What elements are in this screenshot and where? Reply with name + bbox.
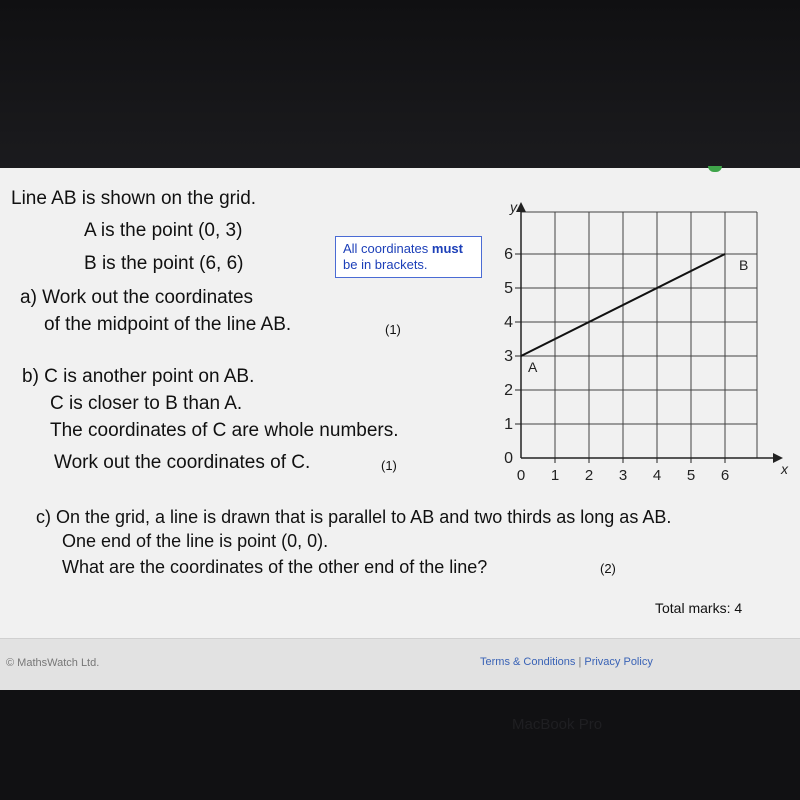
page-footer	[0, 638, 800, 691]
y-tick-label: 0	[504, 450, 513, 467]
total-marks: Total marks: 4	[655, 600, 743, 616]
y-tick-label: 6	[504, 246, 513, 263]
part-b-line2: C is closer to B than A.	[50, 393, 243, 414]
terms-link[interactable]: Terms & Conditions	[480, 656, 576, 668]
part-a-line1: a) Work out the coordinates	[20, 287, 254, 308]
point-a-text: A is the point (0, 3)	[84, 220, 243, 241]
point-b-label: B	[739, 257, 749, 273]
privacy-link[interactable]: Privacy Policy	[584, 656, 653, 668]
note-bold: must	[431, 241, 463, 256]
x-tick-label: 5	[686, 467, 696, 484]
y-tick-label: 5	[504, 280, 513, 297]
y-tick-label: 4	[504, 314, 513, 331]
part-b-line3: The coordinates of C are whole numbers.	[50, 420, 399, 441]
y-tick-label: 1	[504, 416, 513, 433]
part-b-line4: Work out the coordinates of C.	[54, 452, 311, 473]
x-tick-label: 1	[550, 467, 560, 484]
x-tick-label: 4	[652, 467, 662, 484]
x-tick-label: 0	[516, 467, 526, 484]
y-tick-label: 2	[504, 382, 513, 399]
part-b-marks: (1)	[381, 458, 397, 473]
x-axis-label: x	[781, 461, 788, 477]
copyright-text: © MathsWatch Ltd.	[6, 657, 100, 669]
note-prefix: All coordinates	[343, 241, 429, 256]
device-brand-label: MacBook Pro	[512, 716, 603, 733]
part-a-line2: of the midpoint of the line AB.	[44, 314, 292, 335]
point-b-text: B is the point (6, 6)	[84, 253, 244, 274]
part-c-line3: What are the coordinates of the other end of the line?	[62, 557, 488, 577]
question-intro: Line AB is shown on the grid.	[11, 188, 257, 209]
part-b-line1: b) C is another point on AB.	[22, 366, 255, 387]
x-tick-label: 6	[720, 467, 730, 484]
part-a-marks: (1)	[385, 322, 401, 337]
laptop-bezel	[0, 690, 800, 800]
y-tick-label: 3	[504, 348, 513, 365]
note-suffix: be in brackets.	[343, 257, 428, 272]
part-c-line1: c) On the grid, a line is drawn that is parallel to AB and two thirds as long as AB.	[36, 507, 672, 527]
y-axis-label: y	[510, 199, 517, 215]
footer-separator: |	[578, 656, 582, 668]
x-tick-label: 3	[618, 467, 628, 484]
part-c-line2: One end of the line is point (0, 0).	[62, 531, 329, 551]
y-axis-arrow	[516, 202, 526, 212]
point-a-label: A	[528, 359, 538, 375]
part-c-marks: (2)	[600, 561, 616, 576]
x-tick-label: 2	[584, 467, 594, 484]
